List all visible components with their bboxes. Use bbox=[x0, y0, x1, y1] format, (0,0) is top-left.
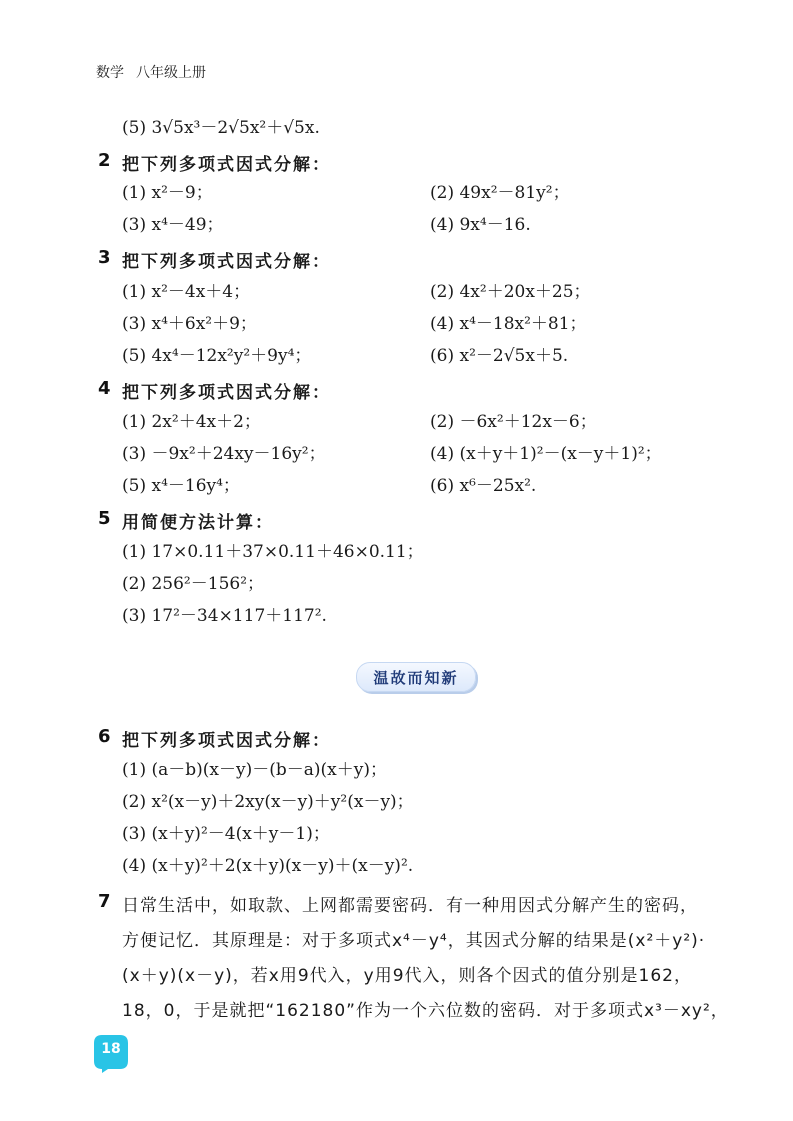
q6-item-2: (2) x²(x－y)＋2xy(x－y)＋y²(x－y)； bbox=[122, 792, 414, 812]
q3-item-2: (2) 4x²＋20x＋25； bbox=[430, 282, 591, 302]
q3-number: 3 bbox=[98, 247, 111, 268]
q5-item-3: (3) 17²－34×117＋117². bbox=[122, 606, 327, 626]
q5-title: 用简便方法计算： bbox=[122, 513, 274, 533]
q7-line-4: 18，0，于是就把“162180”作为一个六位数的密码．对于多项式x³－xy²， bbox=[122, 1001, 729, 1021]
q2-item-3: (3) x⁴－49； bbox=[122, 215, 224, 235]
q4-item-4: (4) (x＋y＋1)²－(x－y＋1)²； bbox=[430, 444, 662, 464]
q4-number: 4 bbox=[98, 378, 111, 399]
q3-item-3: (3) x⁴＋6x²＋9； bbox=[122, 314, 257, 334]
q7-number: 7 bbox=[98, 891, 111, 912]
q2-item-2: (2) 49x²－81y²； bbox=[430, 183, 570, 203]
q6-item-1: (1) (a－b)(x－y)－(b－a)(x＋y)； bbox=[122, 760, 387, 780]
section-banner: 温故而知新 bbox=[356, 662, 476, 692]
q2-number: 2 bbox=[98, 150, 111, 171]
q4-item-2: (2) －6x²＋12x－6； bbox=[430, 412, 597, 432]
q5-item-1: (1) 17×0.11＋37×0.11＋46×0.11； bbox=[122, 542, 424, 562]
q1-item-5: (5) 3√5x³－2√5x²＋√5x. bbox=[122, 118, 320, 138]
q7-line-1: 日常生活中，如取款、上网都需要密码．有一种用因式分解产生的密码， bbox=[122, 896, 698, 916]
q7-line-3: (x＋y)(x－y)，若x用9代入，y用9代入，则各个因式的值分别是162， bbox=[122, 966, 692, 986]
q3-item-6: (6) x²－2√5x＋5. bbox=[430, 346, 569, 366]
header-grade: 八年级上册 bbox=[136, 65, 206, 81]
q2-title: 把下列多项式因式分解： bbox=[122, 155, 331, 175]
q4-item-3: (3) －9x²＋24xy－16y²； bbox=[122, 444, 326, 464]
q3-item-1: (1) x²－4x＋4； bbox=[122, 282, 251, 302]
q7-line-2: 方便记忆．其原理是：对于多项式x⁴－y⁴，其因式分解的结果是(x²＋y²)· bbox=[122, 931, 706, 951]
q5-item-2: (2) 256²－156²； bbox=[122, 574, 265, 594]
q4-title: 把下列多项式因式分解： bbox=[122, 383, 331, 403]
q3-title: 把下列多项式因式分解： bbox=[122, 252, 331, 272]
q6-item-4: (4) (x＋y)²＋2(x＋y)(x－y)＋(x－y)². bbox=[122, 856, 414, 876]
q2-item-4: (4) 9x⁴－16. bbox=[430, 215, 531, 235]
header-subject: 数学 bbox=[96, 65, 124, 81]
q5-number: 5 bbox=[98, 508, 111, 529]
q4-item-5: (5) x⁴－16y⁴； bbox=[122, 476, 240, 496]
q3-item-4: (4) x⁴－18x²＋81； bbox=[430, 314, 587, 334]
q3-item-5: (5) 4x⁴－12x²y²＋9y⁴； bbox=[122, 346, 312, 366]
q6-number: 6 bbox=[98, 726, 111, 747]
q4-item-6: (6) x⁶－25x². bbox=[430, 476, 537, 496]
running-header bbox=[96, 62, 206, 82]
q6-title: 把下列多项式因式分解： bbox=[122, 731, 331, 751]
q4-item-1: (1) 2x²＋4x＋2； bbox=[122, 412, 261, 432]
q2-item-1: (1) x²－9； bbox=[122, 183, 213, 203]
q6-item-3: (3) (x＋y)²－4(x＋y－1)； bbox=[122, 824, 330, 844]
page-number-badge bbox=[94, 1035, 128, 1069]
page-number: 18 bbox=[101, 1041, 121, 1057]
